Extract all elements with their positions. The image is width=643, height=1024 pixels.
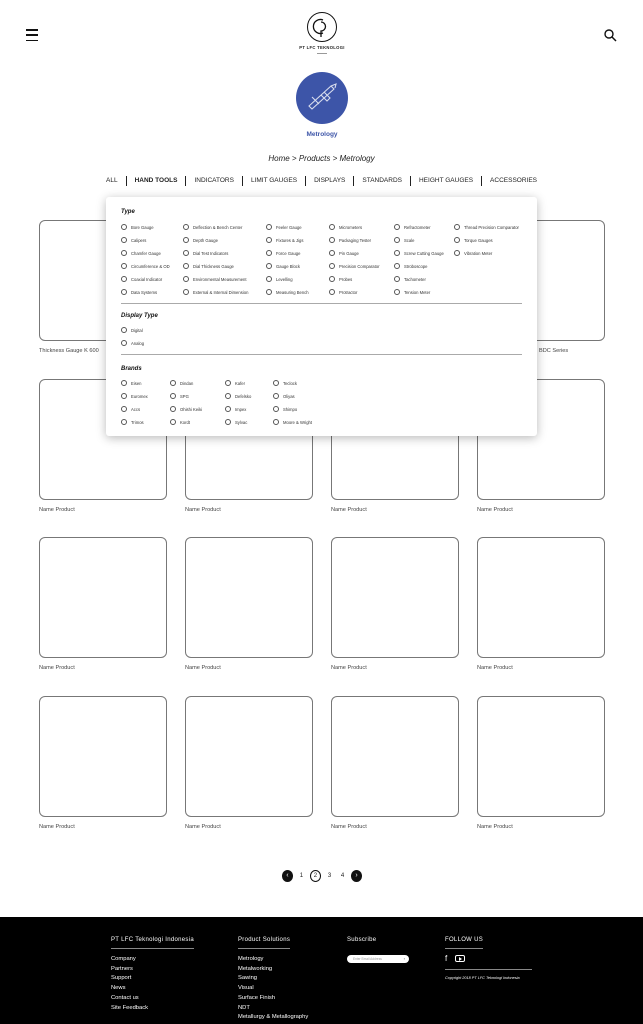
search-icon[interactable] xyxy=(604,29,617,42)
type-option[interactable] xyxy=(121,237,146,243)
logo-mark xyxy=(307,12,337,42)
radio-button[interactable] xyxy=(454,237,460,243)
option-label: Ohishi Keiki xyxy=(180,406,203,412)
radio-button[interactable] xyxy=(183,237,189,243)
page-2[interactable]: 2 xyxy=(310,870,321,882)
radio-button[interactable] xyxy=(121,276,127,282)
footer-link[interactable]: Company xyxy=(111,956,136,962)
category-label: Metrology xyxy=(306,131,338,138)
product-name[interactable]: Name Product xyxy=(477,507,513,513)
product-name[interactable]: Name Product xyxy=(185,824,221,830)
option-label: Sylvac xyxy=(235,419,248,425)
radio-button[interactable] xyxy=(266,224,272,230)
radio-button[interactable] xyxy=(273,380,279,386)
display-type-heading: Display Type xyxy=(121,313,158,319)
type-option[interactable] xyxy=(394,276,426,282)
footer-solutions xyxy=(238,928,308,1023)
type-option[interactable] xyxy=(266,263,300,269)
footer-link[interactable]: Partners xyxy=(111,965,133,972)
radio-button[interactable] xyxy=(266,263,272,269)
option-label: Fixtures & Jigs xyxy=(276,237,304,243)
product-name[interactable]: Name Product xyxy=(331,507,367,513)
hamburger-icon[interactable] xyxy=(26,29,38,41)
type-option[interactable] xyxy=(329,263,380,269)
product-card[interactable] xyxy=(39,696,167,817)
page-3[interactable]: 3 xyxy=(327,872,332,879)
brand-option[interactable] xyxy=(121,406,140,412)
brand-option[interactable] xyxy=(273,406,297,412)
subscribe-email-input[interactable] xyxy=(347,955,409,963)
type-heading: Type xyxy=(121,209,135,215)
facebook-icon[interactable]: f xyxy=(445,954,448,963)
option-label: Dindan xyxy=(180,380,194,386)
radio-button[interactable] xyxy=(454,224,460,230)
type-option[interactable] xyxy=(329,276,352,282)
type-option[interactable] xyxy=(266,224,302,230)
radio-button[interactable] xyxy=(394,276,400,282)
product-card[interactable] xyxy=(477,696,605,817)
footer-link[interactable]: Metallurgy & Metallography xyxy=(238,1014,309,1021)
brands-heading: Brands xyxy=(121,366,142,372)
copyright: Copyright 2018 PT LFC Teknologi Indonesia xyxy=(445,969,532,980)
radio-button[interactable] xyxy=(225,380,231,386)
radio-button[interactable] xyxy=(273,406,279,412)
footer-link[interactable]: News xyxy=(111,985,126,992)
type-option[interactable] xyxy=(121,276,162,282)
type-option[interactable] xyxy=(329,289,357,295)
type-option[interactable] xyxy=(266,289,309,295)
radio-button[interactable] xyxy=(121,380,127,386)
footer-link[interactable]: Metalworking xyxy=(238,965,273,972)
radio-button[interactable] xyxy=(121,406,127,412)
subscribe-placeholder: Enter Email Address xyxy=(353,957,382,961)
type-option[interactable] xyxy=(394,224,431,230)
footer-link[interactable]: Surface Finish xyxy=(238,994,276,1001)
tab-accessories[interactable]: ACCESSORIES xyxy=(481,176,545,186)
radio-button[interactable] xyxy=(183,250,189,256)
radio-button[interactable] xyxy=(121,224,127,230)
footer-company-links xyxy=(111,955,194,1013)
radio-button[interactable] xyxy=(394,237,400,243)
footer-link[interactable]: Metrology xyxy=(238,956,264,962)
type-option[interactable] xyxy=(266,237,303,243)
option-label: Moore & Wright xyxy=(283,419,313,425)
brand-option[interactable] xyxy=(170,393,189,399)
option-label: Depth Gauge xyxy=(193,237,218,243)
radio-button[interactable] xyxy=(121,393,127,399)
footer-solutions-heading: Product Solutions xyxy=(238,937,290,949)
option-label: Trimos xyxy=(131,419,144,425)
footer-company-heading: PT LFC Teknologi Indonesia xyxy=(111,937,194,949)
radio-button[interactable] xyxy=(183,224,189,230)
type-option[interactable] xyxy=(183,224,242,230)
caliper-icon xyxy=(296,72,348,124)
footer-solutions-links xyxy=(238,955,308,1023)
logo-underline xyxy=(317,53,327,54)
option-label: Probes xyxy=(339,276,353,282)
option-label: Kafer xyxy=(235,380,246,386)
product-card[interactable] xyxy=(331,537,459,658)
option-label: Pin Gauge xyxy=(339,250,359,256)
type-option[interactable] xyxy=(329,224,362,230)
radio-button[interactable] xyxy=(266,237,272,243)
tab-height-gauges[interactable]: HEIGHT GAUGES xyxy=(410,176,481,186)
option-label: Protractor xyxy=(339,289,358,295)
subscribe-arrow-icon[interactable]: › xyxy=(403,956,405,961)
radio-button[interactable] xyxy=(266,276,272,282)
product-name[interactable]: Name Product xyxy=(331,665,367,671)
footer-link[interactable]: Sawing xyxy=(238,975,258,982)
radio-button[interactable] xyxy=(121,340,127,346)
option-label: Euromex xyxy=(131,393,148,399)
radio-button[interactable] xyxy=(329,224,335,230)
category-tabs xyxy=(98,176,545,186)
radio-button[interactable] xyxy=(394,263,400,269)
type-option[interactable] xyxy=(394,289,430,295)
type-option[interactable] xyxy=(454,237,493,243)
pagination xyxy=(282,869,362,882)
radio-button[interactable] xyxy=(329,237,335,243)
type-option[interactable] xyxy=(121,263,170,269)
brand-option[interactable] xyxy=(273,419,312,425)
category-badge xyxy=(296,72,348,124)
option-label: Digital xyxy=(131,327,143,333)
radio-button[interactable] xyxy=(329,250,335,256)
option-label: Kordt xyxy=(180,419,191,425)
product-name[interactable]: Name Product xyxy=(39,824,75,830)
tab-hand-tools[interactable]: HAND TOOLS xyxy=(126,176,186,186)
radio-button[interactable] xyxy=(266,289,272,295)
type-option[interactable] xyxy=(329,250,359,256)
option-label: Torque Gauges xyxy=(464,237,493,243)
type-option[interactable] xyxy=(121,289,157,295)
option-label: Deflection & Bench Center xyxy=(193,224,243,230)
radio-button[interactable] xyxy=(225,419,231,425)
product-name[interactable]: Name Product xyxy=(185,507,221,513)
radio-button[interactable] xyxy=(183,289,189,295)
product-name[interactable]: Name Product xyxy=(331,824,367,830)
option-label: Micrometers xyxy=(339,224,363,230)
product-name[interactable]: Name Product xyxy=(477,824,513,830)
brand-option[interactable] xyxy=(273,393,295,399)
radio-button[interactable] xyxy=(329,289,335,295)
radio-button[interactable] xyxy=(454,250,460,256)
footer xyxy=(0,917,643,1024)
footer-link[interactable]: NDT xyxy=(238,1004,250,1011)
radio-button[interactable] xyxy=(170,380,176,386)
radio-button[interactable] xyxy=(183,263,189,269)
radio-button[interactable] xyxy=(273,393,279,399)
radio-button[interactable] xyxy=(121,289,127,295)
option-label: Bore Gauge xyxy=(131,224,154,230)
tab-all[interactable]: ALL xyxy=(106,177,118,184)
option-label: Vibration Meter xyxy=(464,250,493,256)
option-label: Oliyas xyxy=(283,393,295,399)
tab-displays[interactable]: DISPLAYS xyxy=(305,176,353,186)
footer-link[interactable]: Site Feedback xyxy=(111,1004,149,1011)
breadcrumb[interactable]: Home > Products > Metrology xyxy=(268,154,375,163)
brand-option[interactable] xyxy=(170,419,190,425)
radio-button[interactable] xyxy=(394,224,400,230)
radio-button[interactable] xyxy=(273,419,279,425)
type-option[interactable] xyxy=(183,263,234,269)
type-option[interactable] xyxy=(394,263,428,269)
radio-button[interactable] xyxy=(225,406,231,412)
option-label: Dial Test Indicators xyxy=(193,250,229,256)
footer-subscribe xyxy=(347,928,409,963)
product-card[interactable] xyxy=(185,537,313,658)
product-name[interactable]: Name Product xyxy=(185,665,221,671)
product-name[interactable]: Name Product xyxy=(39,665,75,671)
option-label: Defelsko xyxy=(235,393,252,399)
brand-option[interactable] xyxy=(170,380,193,386)
type-option[interactable] xyxy=(121,224,154,230)
option-label: Analog xyxy=(131,340,145,346)
brand-option[interactable] xyxy=(225,393,251,399)
option-label: Eisen xyxy=(131,380,142,386)
radio-button[interactable] xyxy=(394,250,400,256)
option-label: Calipers xyxy=(131,237,147,243)
type-option[interactable] xyxy=(183,289,248,295)
type-option[interactable] xyxy=(266,250,300,256)
radio-button[interactable] xyxy=(329,276,335,282)
option-label: Screw Cutting Gauge xyxy=(404,250,444,256)
option-label: Shimpo xyxy=(283,406,298,412)
footer-company xyxy=(111,928,194,1013)
type-option[interactable] xyxy=(454,250,492,256)
chevron-right-icon[interactable]: › xyxy=(351,870,362,882)
filter-dropdown xyxy=(106,197,537,436)
brand-option[interactable] xyxy=(225,380,245,386)
youtube-icon[interactable] xyxy=(455,955,465,962)
product-card[interactable] xyxy=(477,537,605,658)
logo-text: PT LFC TEKNOLOGI xyxy=(299,45,345,50)
option-label: Impex xyxy=(235,406,247,412)
product-name[interactable]: Name Product xyxy=(477,665,513,671)
radio-button[interactable] xyxy=(121,419,127,425)
option-label: Packaging Tester xyxy=(339,237,372,243)
display-type-option[interactable] xyxy=(121,327,143,333)
option-label: Chamfer Gauge xyxy=(131,250,161,256)
display-type-option[interactable] xyxy=(121,340,144,346)
option-label: Feeler Gauge xyxy=(276,224,302,230)
product-name[interactable]: BDC Series xyxy=(539,348,569,354)
footer-subscribe-heading: Subscribe xyxy=(347,937,377,943)
product-name[interactable]: Thickness Gauge K 600 xyxy=(39,348,99,354)
footer-link[interactable]: Visual xyxy=(238,985,254,992)
brand-option[interactable] xyxy=(170,406,202,412)
type-option[interactable] xyxy=(121,250,161,256)
option-label: Data Systems xyxy=(131,289,158,295)
divider xyxy=(121,354,522,355)
radio-button[interactable] xyxy=(170,393,176,399)
option-label: Scale xyxy=(404,237,415,243)
footer-follow-heading: FOLLOW US xyxy=(445,937,483,949)
social-links xyxy=(445,954,532,963)
type-option[interactable] xyxy=(394,250,444,256)
option-label: Environmental Measurement xyxy=(193,276,247,282)
tab-indicators[interactable]: INDICATORS xyxy=(185,176,242,186)
option-label: Precision Comparator xyxy=(339,263,380,269)
option-label: Tachometer xyxy=(404,276,426,282)
option-label: Levelling xyxy=(276,276,293,282)
radio-button[interactable] xyxy=(394,289,400,295)
option-label: Accs xyxy=(131,406,141,412)
product-card[interactable] xyxy=(185,696,313,817)
page-1[interactable]: 1 xyxy=(299,872,304,879)
radio-button[interactable] xyxy=(183,276,189,282)
tab-limit-gauges[interactable]: LIMIT GAUGES xyxy=(242,176,305,186)
option-label: Stroboscope xyxy=(404,263,428,269)
footer-link[interactable]: Contact us xyxy=(111,994,139,1001)
brand-option[interactable] xyxy=(225,419,247,425)
chevron-left-icon[interactable]: ‹ xyxy=(282,870,293,882)
type-option[interactable] xyxy=(183,237,218,243)
type-option[interactable] xyxy=(183,250,228,256)
footer-link[interactable]: Support xyxy=(111,975,132,982)
radio-button[interactable] xyxy=(121,237,127,243)
brand-option[interactable] xyxy=(273,380,297,386)
option-label: Refractometer xyxy=(404,224,431,230)
type-option[interactable] xyxy=(454,224,519,230)
radio-button[interactable] xyxy=(121,250,127,256)
product-name[interactable]: Name Product xyxy=(39,507,75,513)
tab-standards[interactable]: STANDARDS xyxy=(353,176,410,186)
option-label: Dial Thickness Gauge xyxy=(193,263,234,269)
brand-option[interactable] xyxy=(121,380,141,386)
product-card[interactable] xyxy=(331,696,459,817)
brand-option[interactable] xyxy=(225,406,246,412)
divider xyxy=(121,303,522,304)
option-label: SPG xyxy=(180,393,189,399)
type-option[interactable] xyxy=(183,276,247,282)
option-label: Gauge Block xyxy=(276,263,300,269)
radio-button[interactable] xyxy=(170,419,176,425)
radio-button[interactable] xyxy=(170,406,176,412)
brand-option[interactable] xyxy=(121,393,148,399)
radio-button[interactable] xyxy=(266,250,272,256)
option-label: Measuring Bench xyxy=(276,289,309,295)
option-label: External & Internal Dimension xyxy=(193,289,249,295)
type-option[interactable] xyxy=(266,276,293,282)
type-option[interactable] xyxy=(394,237,414,243)
option-label: Coaxial Indicator xyxy=(131,276,163,282)
brand-option[interactable] xyxy=(121,419,144,425)
option-label: Tension Meter xyxy=(404,289,431,295)
radio-button[interactable] xyxy=(121,263,127,269)
type-option[interactable] xyxy=(329,237,371,243)
option-label: Circumference & OD xyxy=(131,263,170,269)
footer-follow xyxy=(445,928,532,980)
page-4[interactable]: 4 xyxy=(340,872,345,879)
option-label: Teclock xyxy=(283,380,297,386)
option-label: Thread Precision Comparator xyxy=(464,224,519,230)
option-label: Force Gauge xyxy=(276,250,301,256)
logo[interactable] xyxy=(296,12,348,58)
radio-button[interactable] xyxy=(329,263,335,269)
radio-button[interactable] xyxy=(225,393,231,399)
radio-button[interactable] xyxy=(121,327,127,333)
product-card[interactable] xyxy=(39,537,167,658)
